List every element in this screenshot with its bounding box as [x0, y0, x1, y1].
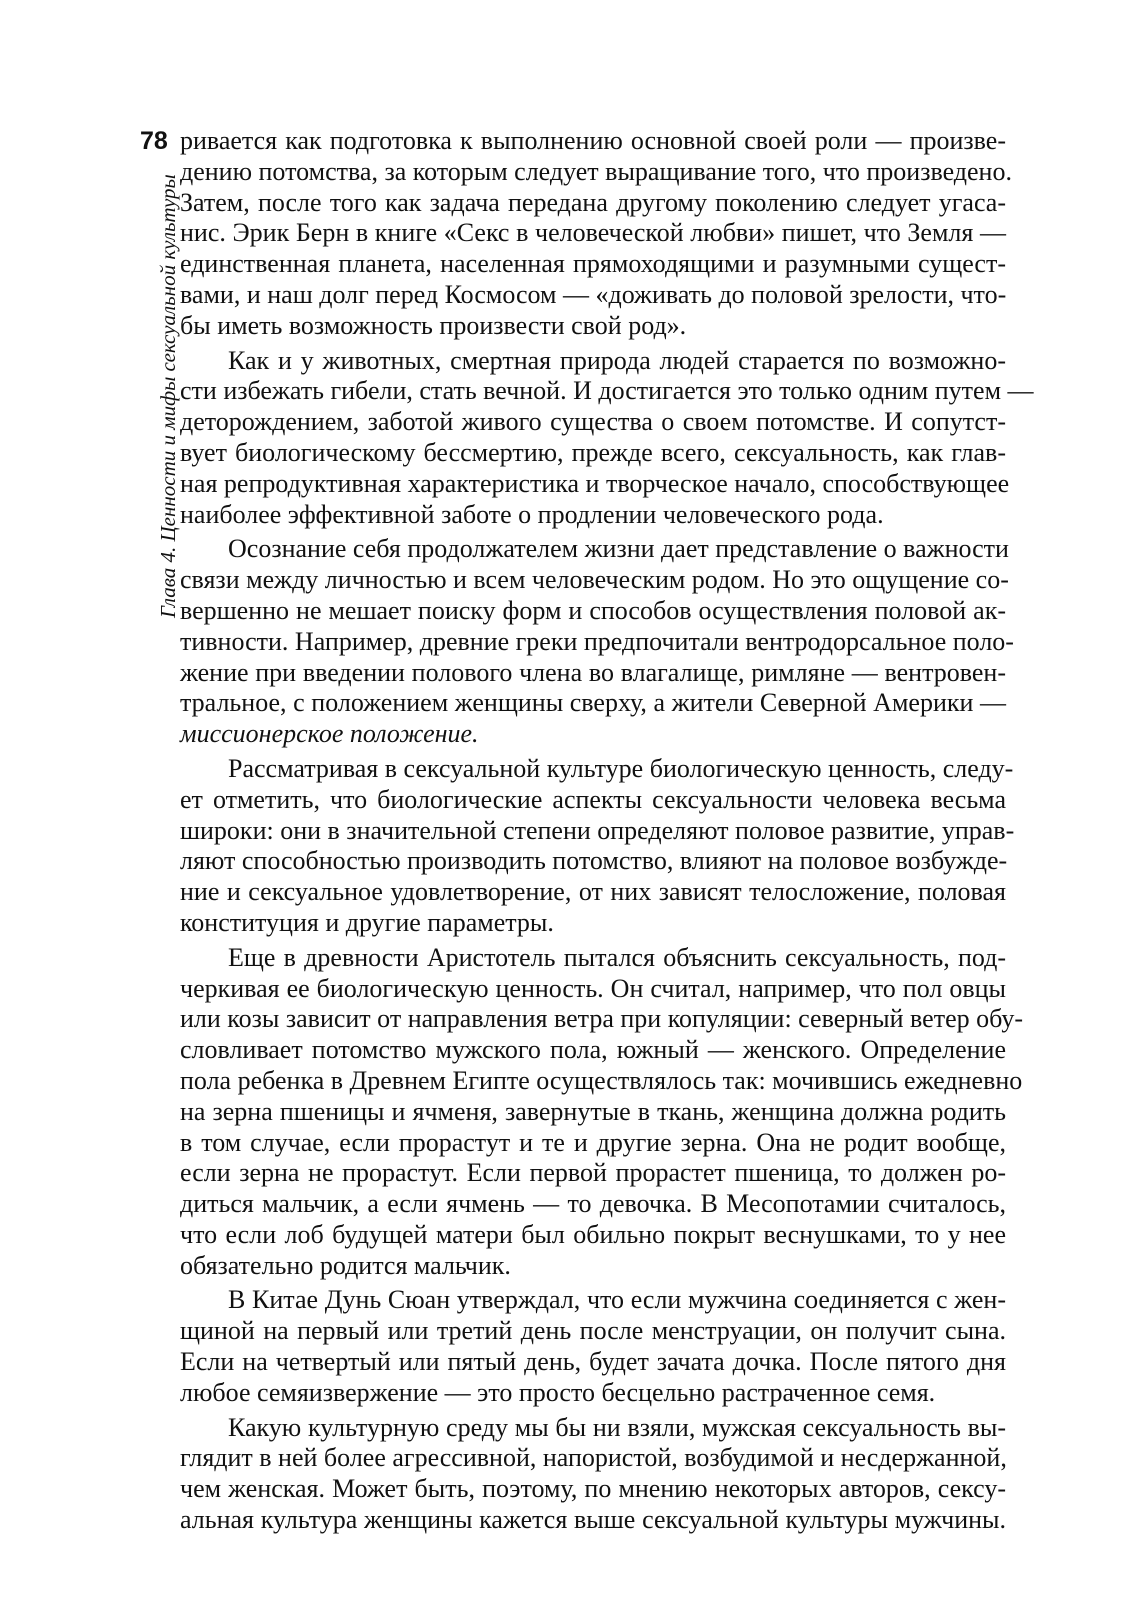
- text-line: конституция и другие параметры.: [180, 907, 554, 937]
- text-line: ляют способностью производить потомство, влияют на половое возбужде-: [180, 846, 1008, 876]
- page-number: 78: [140, 127, 168, 155]
- text-line: глядит в ней более агрессивной, напористой, возбудимой и несдержанной,: [180, 1443, 1007, 1473]
- text-line: вершенно не мешает поиску форм и способов осуществления половой ак-: [180, 595, 1006, 625]
- text-line: ная репродуктивная характеристика и творческое начало, способствующее: [180, 468, 1010, 498]
- text-line: Какую культурную среду мы бы ни взяли, мужская сексуальность вы-: [228, 1412, 1006, 1442]
- text-line: широки: они в значительной степени определяют половое развитие, управ-: [180, 815, 1015, 845]
- paragraph: [180, 942, 1024, 1282]
- body-text: [180, 126, 1034, 1540]
- text-line: диться мальчик, а если ячмень — то девочка. В Месопотамии считалось,: [180, 1189, 1006, 1219]
- text-line-italic: миссионерское положение.: [180, 719, 479, 749]
- text-line: тивности. Например, древние греки предпочитали вентродорсальное поло-: [180, 626, 1014, 656]
- text-line: или козы зависит от направления ветра при копуляции: северный ветер обу-: [180, 1004, 1024, 1034]
- text-line: что если лоб будущей матери был обильно покрыт веснушками, то у нее: [180, 1219, 1006, 1249]
- text-line: связи между личностью и всем человеческим родом. Но это ощущение со-: [180, 565, 1009, 595]
- text-line: дению потомства, за которым следует выращивание того, что произведено.: [180, 156, 1012, 186]
- text-line: деторождением, заботой живого существа о своем потомстве. И сопутст-: [180, 407, 1006, 437]
- text-line: тральное, с положением женщины сверху, а жители Северной Америки —: [180, 688, 1006, 718]
- text-line: пола ребенка в Древнем Египте осуществлялось так: мочившись ежедневно: [180, 1065, 1023, 1095]
- text-line: ет отметить, что биологические аспекты сексуальности человека весьма: [180, 784, 1006, 814]
- text-line: Осознание себя продолжателем жизни дает представление о важности: [228, 534, 1009, 564]
- text-line: чем женская. Может быть, поэтому, по мнению некоторых авторов, сексу-: [180, 1474, 1006, 1504]
- text-line: бы иметь возможность произвести свой род».: [180, 310, 687, 340]
- text-line: обязательно родится мальчик.: [180, 1250, 511, 1280]
- text-line: вами, и наш долг перед Космосом — «доживать до половой зрелости, что-: [180, 279, 1007, 309]
- text-line: Затем, после того как задача передана другому поколению следует угаса-: [180, 187, 1006, 217]
- text-line: в том случае, если прорастут и те и другие зерна. Она не родит вообще,: [180, 1127, 1006, 1157]
- paragraph: [180, 534, 1014, 750]
- text-line: вует биологическому бессмертию, прежде всего, сексуальность, как глав-: [180, 437, 1006, 467]
- text-line: если зерна не прорастут. Если первой прорастет пшеница, то должен ро-: [180, 1158, 1006, 1188]
- text-line: черкивая ее биологическую ценность. Он считал, например, что пол овцы: [180, 973, 1006, 1003]
- paragraph: [180, 126, 1012, 342]
- text-line: словливает потомство мужского пола, южный — женского. Определение: [180, 1035, 1006, 1065]
- text-line: Рассматривая в сексуальной культуре биологическую ценность, следу-: [228, 753, 1014, 783]
- paragraph: [180, 345, 1034, 531]
- text-line: единственная планета, населенная прямоходящими и разумными сущест-: [180, 249, 1006, 279]
- text-line: жение при введении полового члена во влагалище, римляне — вентровен-: [180, 657, 1006, 687]
- running-head: Глава 4. Ценности и мифы сексуальной культуры: [156, 174, 180, 618]
- paragraph: [180, 753, 1015, 939]
- text-line: наиболее эффективной заботе о продлении человеческого рода.: [180, 499, 884, 529]
- text-line: щиной на первый или третий день после менструации, он получит сына.: [180, 1316, 1006, 1346]
- text-line: В Китае Дунь Сюан утверждал, что если мужчина соединяется с жен-: [228, 1285, 1006, 1315]
- text-line: сти избежать гибели, стать вечной. И достигается это только одним путем —: [180, 376, 1034, 406]
- paragraph: [180, 1413, 1006, 1536]
- text-line: Если на четвертый или пятый день, будет зачата дочка. После пятого дня: [180, 1347, 1006, 1377]
- text-line: ривается как подготовка к выполнению основной своей роли — произве-: [180, 126, 1006, 155]
- text-line: на зерна пшеницы и ячменя, завернутые в ткань, женщина должна родить: [180, 1096, 1006, 1126]
- text-line: альная культура женщины кажется выше сексуальной культуры мужчины.: [180, 1505, 1006, 1535]
- text-line: нис. Эрик Берн в книге «Секс в человеческой любви» пишет, что Земля —: [180, 218, 1006, 248]
- text-line: Еще в древности Аристотель пытался объяснить сексуальность, под-: [228, 942, 1006, 972]
- text-line: ние и сексуальное удовлетворение, от них зависят телосложение, половая: [180, 877, 1006, 907]
- text-line: Как и у животных, смертная природа людей старается по возможно-: [228, 345, 1006, 375]
- text-line: любое семяизвержение — это просто бесцельно растраченное семя.: [180, 1377, 936, 1407]
- paragraph: [180, 1285, 1006, 1408]
